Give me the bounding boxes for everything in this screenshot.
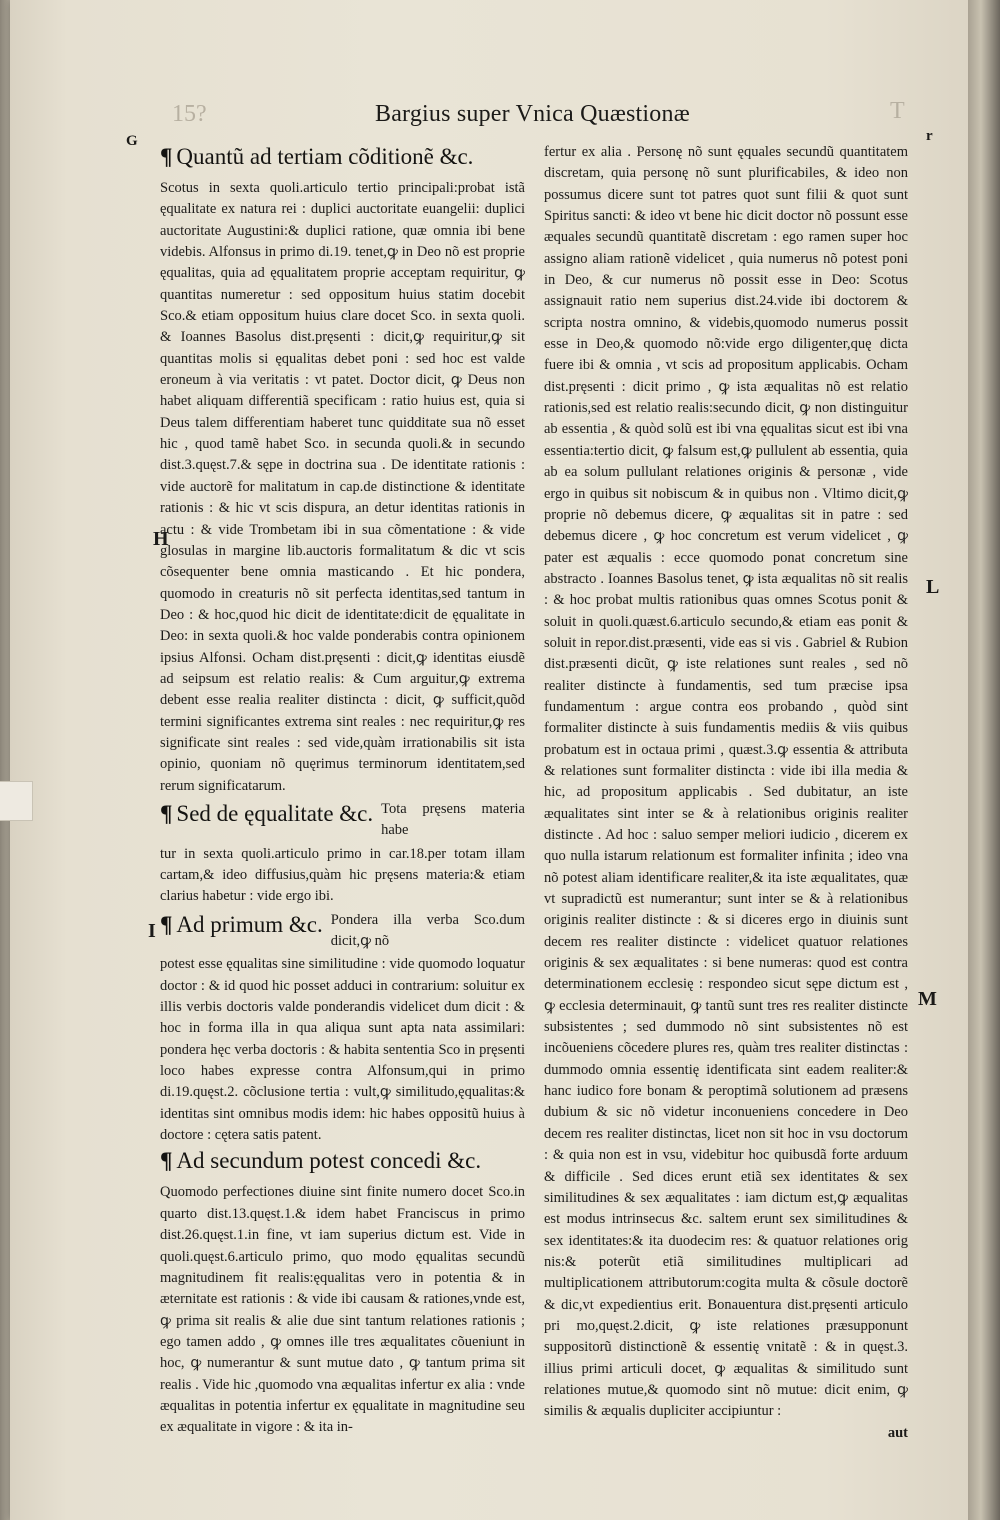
rubric-row — [160, 910, 525, 953]
paragraph: Quomodo perfectiones diuine sint finite numero docet Sco.in quarto dist.13.quęst.1.& idem habet Franciscus in primo dist.26.quęst.1.in fine, vt iam superius dictum est. Vide in quoli.quęst.6.articulo primo, quo modo ęqualitas secundũ magnitudinem fit realis:ęqualitas vero in potentia & in æternitate est rationis : & vide ibi causam & rationes,vnde est, ꝙ prima sit realis & alie due sint tantum relationes rationis ; ego tamen addo , ꝙ omnes ille tres æqualitates cõueniunt in hoc, ꝙ numerantur & sunt mutue dato , ꝙ tantum prima sit realis . Vide hic ,quomodo vna æqualitas infertur ex alia : vnde æqualitas in potentia infertur ex ęqualitate in magnitudine seu ex æqualitate in vigore : & ita in- — [160, 1184, 525, 1436]
bleed-through-text-right: T — [890, 98, 905, 124]
rubric-row — [160, 799, 525, 842]
rubric-aside: Pondera illa verba Sco.dum dicit,ꝙ nõ — [330, 911, 525, 950]
right-column — [544, 142, 908, 1444]
pilcrow-icon: ¶ — [160, 1148, 173, 1174]
catchword: aut — [887, 1424, 908, 1441]
rubric — [160, 142, 525, 172]
pilcrow-icon: ¶ — [160, 911, 173, 937]
rubric — [160, 799, 373, 829]
bleed-through-text: 15? — [172, 101, 207, 127]
rubric-text: Quantũ ad tertiam cõditionẽ &c. — [176, 144, 474, 169]
paragraph: potest esse ęqualitas sine similitudine : vide quomodo loquatur doctor : & id quod hic posset adduci in contrarium: soluitur ex illis verbis doctoris valde ponderandis videlicet dum dicit : & hoc in forma illa in qua aliqua sunt apta nata assimilari: pondera hęc verba doctoris : & habita sententia Sco in pręsenti loco habes expresse contra Alfonsum,qui in primo di.19.quęst.2. cõclusione tertia : vult,ꝙ similitudo,ęqualitas:& identitas sint omnibus modis idem: hic habes oppositũ huius à doctore : cętera satis patent. — [160, 956, 525, 1144]
rubric-text: Ad secundum potest concedi &c. — [176, 1148, 482, 1174]
rubric-aside: Tota pręsens materia habe — [381, 800, 525, 839]
paragraph: fertur ex alia . Personę nõ sunt ęquales secundũ quantitatem discretam, quia personę nõ sunt plurificabiles, & ideo non possumus dicere sunt tot patres quot sunt filii & quot sunt Spiritus sancti: & ideo vt bene hic dicit doctor nõ possunt esse æquales secundũ quantitatẽ discretam : ego ramen super hoc assigno aliam rationẽ videlicet , quia numerus nõ potest poni in Deo, & cur numerus nõ possit esse in Deo: Scotus assignauit ratio nem superius dist.24.vide ibi doctorem & scripta nostra omnino, & videbis,quomodo numerus possit esse in Deo,& quomodo nõ:vide ergo diligenter,quę dicta fuere ibi & omnia , vt scis ad propositum applicabis. Ocham dist.pręsenti : dicit primo , ꝙ ista æqualitas nõ est relatio rationis,sed est relatio realis:secundo dicit, ꝙ non distinguitur ab essentia , & quòd solũ est ibi vna ęqualitas sicut est ibi vna essentia:tertio dicit, ꝙ falsum est,ꝙ pullulent ab essentia, quia ab ea solum pullulant relationes originis & personæ , vide ergo in quibus sit nobiscum & in quibus non . Vltimo dicit,ꝙ proprie nõ debemus dicere, ꝙ æqualitas sit in patre : sed debemus dicere , ꝙ hoc concretum est verum videlicet , ꝙ pater est æqualis : ecce quomodo ponat concretum sine abstracto . Ioannes Basolus tenet, ꝙ ista æqualitas nõ sit realis : & hoc probat multis rationibus quas omnes Scotus ponit & soluit in quoli.quæst.6.articulo secundo,& etiam eas ponit & soluit in repor.dist.præsenti, vide eas si vis . Gabriel & Rubion dist.præsenti dicũt, ꝙ iste relationes sunt reales , sed nõ realiter distincte à fundamentis, sed tum præcise ipsa fundamentum : argue contra eos probando , quòd sint formaliter distincte à suis fundamentis mediis & viis quibus probatum est in octaua primi , quæst.3.ꝙ essentia & attributa & relationes sunt formaliter distincta : vide ibi illa media & hic, ad propositum applicabis . Sed dubitatur, an iste æqualitates sint inter se & à relationibus originis realiter distincte . Ad hoc : saluo semper meliori iudicio , dicerem ex quo nulla istarum relationum est formaliter infinita ; ideo vna nõ potest aliam identificare realiter,& ita iste æqualitates, quæ vt supradictũ est numerantur; sunt inter se & à relationibus originis realiter distincte : & si diceres ergo in diuinis sunt decem res realiter distincte : videlicet quatuor relationes originis & sex æqualitates : si bene numeras: quod est contra determinationem ecclesię : respondeo sicut sępe dictum est , ꝙ ecclesia determinauit, ꝙ tantũ sunt tres res realiter distincte subsistentes ; sed dummodo nõ sint subsistentes nõ est incõueniens cõcedere plures res, quàm tres realiter distinctas : dummodo omnia essentię identificata sint eadem realiter:& hanc iudico fore bonam & peroptimã solutionem ad præsens dubium & sic nõ videtur inconueniens concedere in Deo decem res realiter distinctas, licet non sit hoc in vsu doctorum : & quia non est in vsu, videbitur hoc quibusdã forte arduum & difficile . Sed dices erunt etiã sex identitates & sex similitudines & sex æqualitates : iam dictum est,ꝙ æqualitas est modus intrinsecus &c. saltem erunt sex similitudines & sex identitates:& ita duodecim res: & quatuor relationes orig nis:& poterũt etiã similitudines multiplicari ad multiplicationem attributorum:cogita multa & cõsule doctorẽ & dic,vt expedientius erit. Bonauentura dist.pręsenti articulo pri mo,quęst.2.dicit, ꝙ iste relationes præsupponunt suppositorũ distinctionẽ & essentię vnitatẽ : & in quęst.3. illius primi articuli docet, ꝙ æqualitas & similitudo sunt relationes mutue,& quomodo sint nõ mutue: dicit enim, ꝙ similis & æqualis dupliciter accipiuntur : — [544, 144, 908, 1420]
margin-mark-l: L — [926, 576, 940, 598]
rubric — [160, 910, 323, 940]
paragraph: Scotus in sexta quoli.articulo tertio principali:probat istã ęqualitate ex natura rei : duplici auctoritate euangelii: duplici auctoritate Augustini:& duplici ratione, quæ omnia ibi bene videbis. Alfonsus in primo di.19. tenet,ꝙ in Deo nõ est proprie ęqualitas, quia ad ęqualitatem proprie acceptam requiritur, ꝙ quantitas numeretur : sed oppositum huius statim docebit Sco.& etiam oppositum huius clare docet Sco. in sexta quoli. & Ioannes Basolus dist.pręsenti : dicit,ꝙ requiritur,ꝙ sit quantitas molis si ęqualitas debet poni : sed hoc est valde eroneum à via veritatis : vt patet. Doctor dicit, ꝙ Deus non habet aliquam differentiã specificam : ratio huius est, quia si Deus talem differentiam haberet tunc quidditate sua nõ esset hic , quod tamẽ habet Sco. in secunda quoli.& in secundo dist.3.quęst.7.& sępe in doctrina sua . De identitate rationis : vide auctorẽ for malitatum in cap.de distinctione & identitate rationis : & hic vt scis dispura, an detur identitas rationis in actu : & vide Trombetam ibi in sua cõmentatione : & vide glosulas in margine lib.auctoris formalitatum & dic vt scis cõsequenter bene omnia masticando . Et hic pondera, quomodo in creaturis nõ sit perfecta identitas,sed tantum in Deo : & hoc,quod hic dicit de identitate:dicit de ęqualitate in Deo: in sexta quoli.& hoc valde ponderabis contra opinionem ipsius Alfonsi. Ocham dist.pręsenti : dicit,ꝙ identitas eiusdẽ ad seipsum est relatio realis: & Cum arguitur,ꝙ extrema debent esse realia realiter distincta : dicit, ꝙ sufficit,quõd termini significantes extrema sint reales : nec requiritur,ꝙ res significate sint reales : sed vide,quàm irrationabilis sit ista opinio, quoniam nõ quęrimus terminorum identitatem,sed rerum significatarum. — [160, 180, 525, 794]
margin-mark-m: M — [918, 988, 937, 1010]
running-header: Bargius super Vnica Quæstionæ — [375, 101, 690, 127]
margin-mark-h: H — [153, 528, 169, 550]
pilcrow-icon: ¶ — [160, 800, 173, 826]
fore-edge — [968, 0, 1000, 1520]
margin-mark-i: I — [148, 920, 156, 942]
page-tab — [0, 781, 33, 821]
left-column — [160, 142, 525, 1439]
rubric-text: Sed de ęqualitate &c. — [176, 800, 374, 826]
rubric — [160, 1146, 525, 1176]
rubric-text: Ad primum &c. — [176, 911, 323, 937]
margin-mark-r: r — [926, 128, 933, 144]
pilcrow-icon: ¶ — [160, 144, 173, 169]
margin-mark-g: G — [126, 133, 138, 149]
paragraph: tur in sexta quoli.articulo primo in car.18.per totam illam cartam,& ideo diffusius,quàm hic pręsens materia:& etiam clarius habetur : vide ergo ibi. — [160, 845, 525, 905]
